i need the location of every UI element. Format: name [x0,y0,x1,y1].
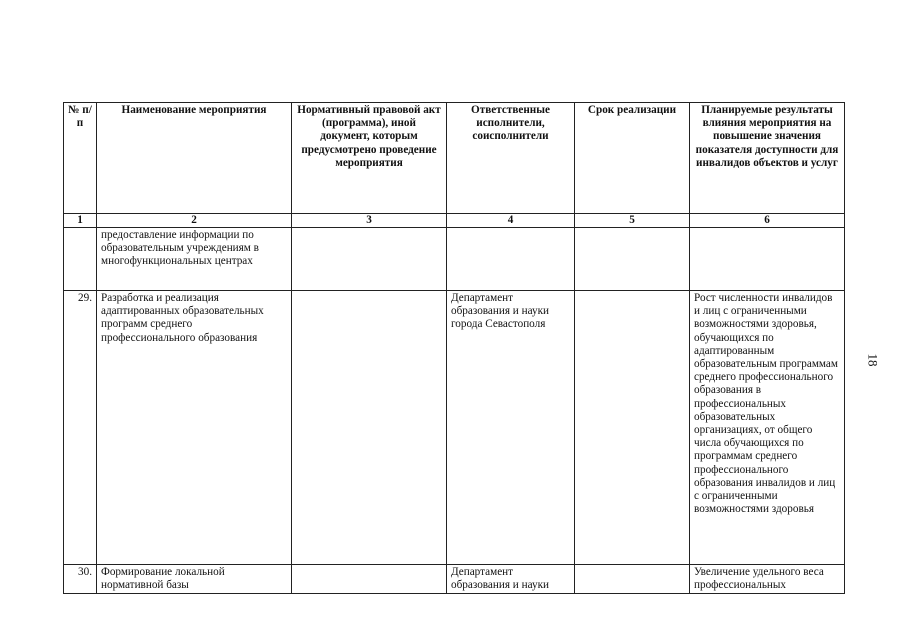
header-number: № п/п [64,103,97,214]
page-number: 18 [865,353,881,367]
table-row [64,228,845,291]
row-number: 29. [64,291,97,565]
header-executors: Ответственные исполнители, соисполнители [447,103,575,214]
executors: Департамент образования и науки города Севастополя [447,291,575,565]
column-number: 3 [292,214,447,228]
measure-name: Формирование локальной нормативной базы [97,565,292,594]
header-measure-name: Наименование мероприятия [97,103,292,214]
column-number: 6 [690,214,845,228]
table-row [64,291,845,565]
column-number: 4 [447,214,575,228]
planned-result: Увеличение удельного веса профессиональных [690,565,845,594]
header-regulatory-act: Нормативный правовой акт (программа), иной документ, которым предусмотрено проведение мероприятия [292,103,447,214]
planned-result [690,228,845,291]
measure-name: Разработка и реализация адаптированных образовательных программ среднего профессионального образования [97,291,292,565]
column-number: 2 [97,214,292,228]
table-row [64,565,845,594]
regulatory-act [292,228,447,291]
column-number: 1 [64,214,97,228]
executors [447,228,575,291]
header-term: Срок реализации [575,103,690,214]
planned-result: Рост численности инвалидов и лиц с ограниченными возможностями здоровья, обучающихся по адаптированным образовательным программам среднего профессионального образования в профессиональных образовательных организациях, от общего числа обучающихся по программам среднего профессионального образования инвалидов и лиц с ограниченными возможностями здоровья [690,291,845,565]
measure-name: предоставление информации по образовательным учреждениям в многофункциональных центрах [97,228,292,291]
column-number: 5 [575,214,690,228]
executors: Департамент образования и науки [447,565,575,594]
row-number: 30. [64,565,97,594]
regulatory-act [292,565,447,594]
term [575,565,690,594]
measures-table [63,102,845,594]
row-number [64,228,97,291]
table-header-row [64,103,845,214]
regulatory-act [292,291,447,565]
header-planned-results: Планируемые результаты влияния мероприятия на повышение значения показателя доступности для инвалидов объектов и услуг [690,103,845,214]
column-number-row [64,214,845,228]
term [575,291,690,565]
term [575,228,690,291]
